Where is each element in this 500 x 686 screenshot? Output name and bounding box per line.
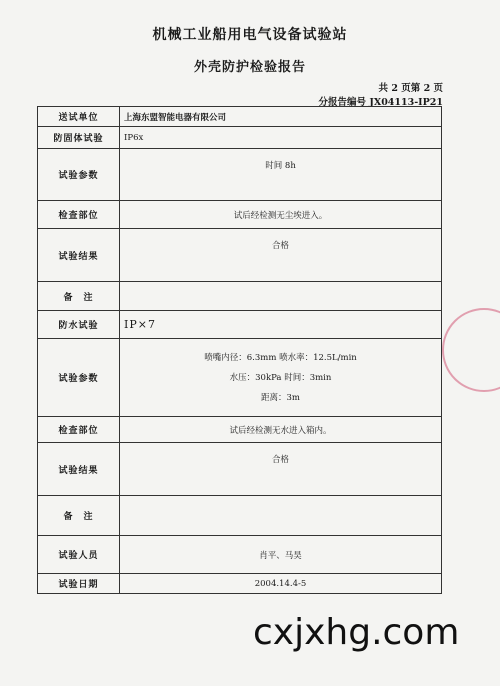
dust-params-value: 时间 8h	[120, 149, 442, 201]
table-row	[38, 574, 442, 594]
water-test-label: 防水试验	[38, 311, 120, 339]
water-params-line: 喷嘴内径：6.3mm 喷水率：12.5L/min	[204, 352, 357, 363]
dust-inspect-value: 试后经检测无尘埃进入。	[120, 201, 442, 229]
water-test-value: IP×7	[120, 311, 442, 339]
table-row	[38, 496, 442, 536]
date-label: 试验日期	[38, 574, 120, 594]
water-params-line: 水压：30kPa 时间：3min	[229, 372, 332, 383]
report-number: 分报告编号 JX04113-IP21	[318, 97, 443, 108]
dust-test-value: IP6x	[120, 127, 442, 149]
client-label: 送试单位	[38, 107, 120, 127]
dust-remark-label: 备 注	[38, 282, 120, 311]
report-title: 外壳防护检验报告	[193, 60, 306, 75]
table-row	[38, 417, 442, 443]
report-table	[37, 106, 442, 594]
table-row	[38, 311, 442, 339]
water-remark-label: 备 注	[38, 496, 120, 536]
tester-value: 肖平、马昊	[120, 536, 442, 574]
water-params-value	[120, 339, 442, 417]
water-result-label: 试验结果	[38, 443, 120, 496]
water-params-line: 距离：3m	[261, 392, 300, 403]
table-row	[38, 339, 442, 417]
dust-inspect-label: 检查部位	[38, 201, 120, 229]
table-row	[38, 127, 442, 149]
dust-params-label: 试验参数	[38, 149, 120, 201]
dust-remark-value	[120, 282, 442, 311]
date-value: 2004.14.4-5	[120, 574, 442, 594]
water-params-label: 试验参数	[38, 339, 120, 417]
dust-result-label: 试验结果	[38, 229, 120, 282]
table-row	[38, 201, 442, 229]
red-seal-stamp	[442, 308, 500, 392]
site-watermark: cxjxhg.com	[253, 612, 460, 653]
client-value: 上海东盟智能电器有限公司	[120, 107, 442, 127]
table-row	[38, 536, 442, 574]
dust-result-value: 合格	[120, 229, 442, 282]
dust-test-label: 防固体试验	[38, 127, 120, 149]
institution-title: 机械工业船用电气设备试验站	[152, 27, 348, 43]
table-row	[38, 443, 442, 496]
water-inspect-label: 检查部位	[38, 417, 120, 443]
water-inspect-value: 试后经检测无水进入箱内。	[120, 417, 442, 443]
tester-label: 试验人员	[38, 536, 120, 574]
table-row	[38, 107, 442, 127]
water-remark-value	[120, 496, 442, 536]
table-row	[38, 149, 442, 201]
table-row	[38, 229, 442, 282]
table-row	[38, 282, 442, 311]
page-info: 共 2 页第 2 页	[378, 83, 443, 94]
water-result-value: 合格	[120, 443, 442, 496]
